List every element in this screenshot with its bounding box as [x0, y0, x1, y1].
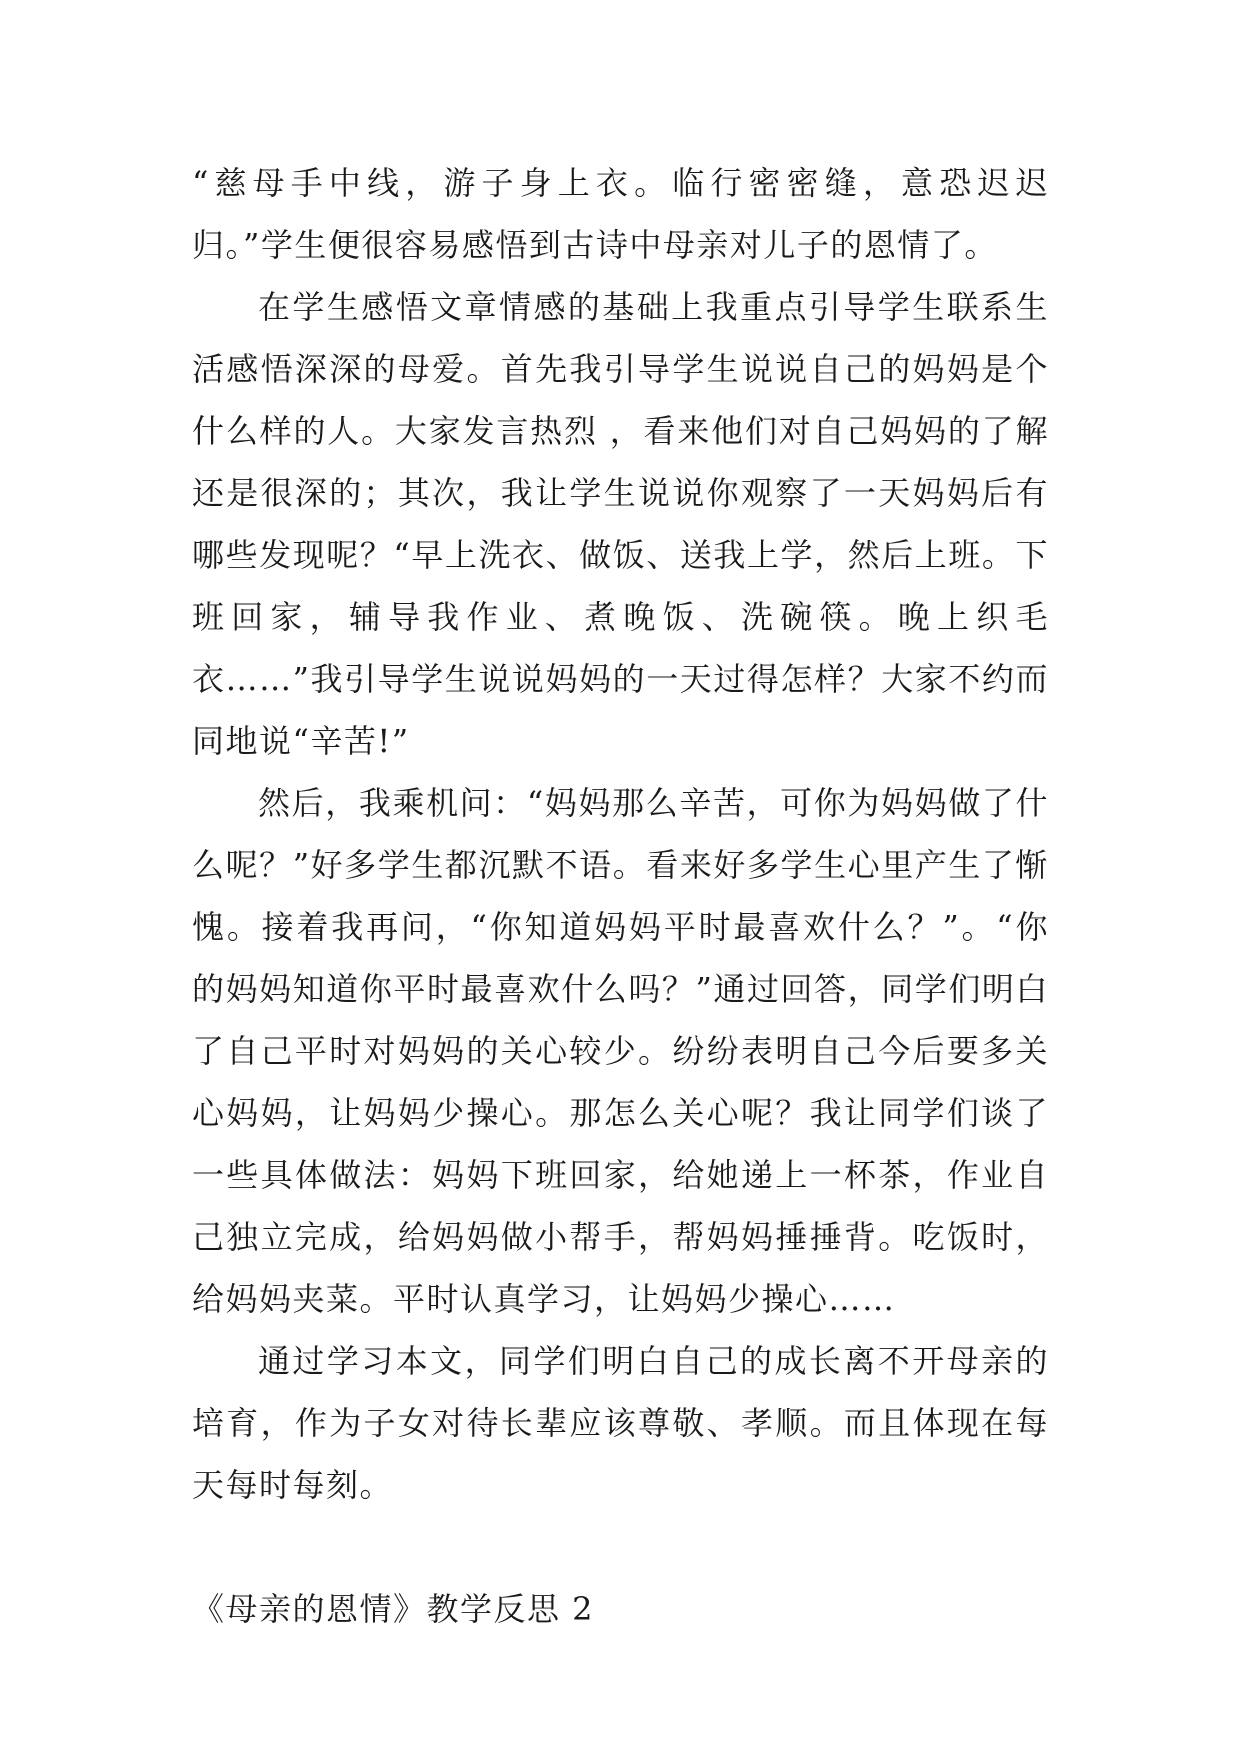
paragraph-conclusion: 通过学习本文，同学们明白自己的成长离不开母亲的培育，作为子女对待长辈应该尊敬、孝顺。而且体现在每天每时每刻。	[192, 1342, 1049, 1504]
paragraph-classroom-dialogue: 然后，我乘机问：“妈妈那么辛苦，可你为妈妈做了什么呢？”好多学生都沉默不语。看来好多学生心里产生了惭愧。接着我再问，“你知道妈妈平时最喜欢什么？”。“你的妈妈知道你平时最喜欢什么吗？”通过回答，同学们明白了自己平时对妈妈的关心较少。纷纷表明自己今后要多关心妈妈，让妈妈少操心。那怎么关心呢？我让同学们谈了一些具体做法：妈妈下班回家，给她递上一杯茶，作业自己独立完成，给妈妈做小帮手，帮妈妈捶捶背。吃饭时，给妈妈夹菜。平时认真学习，让妈妈少操心……	[192, 784, 1049, 1318]
paragraph-life-reflection: 在学生感悟文章情感的基础上我重点引导学生联系生活感悟深深的母爱。首先我引导学生说说自己的妈妈是个什么样的人。大家发言热烈 ，看来他们对自己妈妈的了解还是很深的；其次，我让学生说说你观察了一天妈妈后有哪些发现呢？“早上洗衣、做饭、送我上学，然后上班。下班回家，辅导我作业、煮晚饭、洗碗筷。晚上织毛衣……”我引导学生说说妈妈的一天过得怎样？大家不约而同地说“辛苦!”	[192, 288, 1049, 760]
section-spacer	[192, 1516, 1049, 1578]
document-body	[192, 152, 1049, 1640]
paragraph-poem-quote: “慈母手中线，游子身上衣。临行密密缝，意恐迟迟归。”学生便很容易感悟到古诗中母亲对儿子的恩情了。	[192, 164, 1049, 264]
section-heading: 《母亲的恩情》教学反思 2	[192, 1590, 595, 1628]
